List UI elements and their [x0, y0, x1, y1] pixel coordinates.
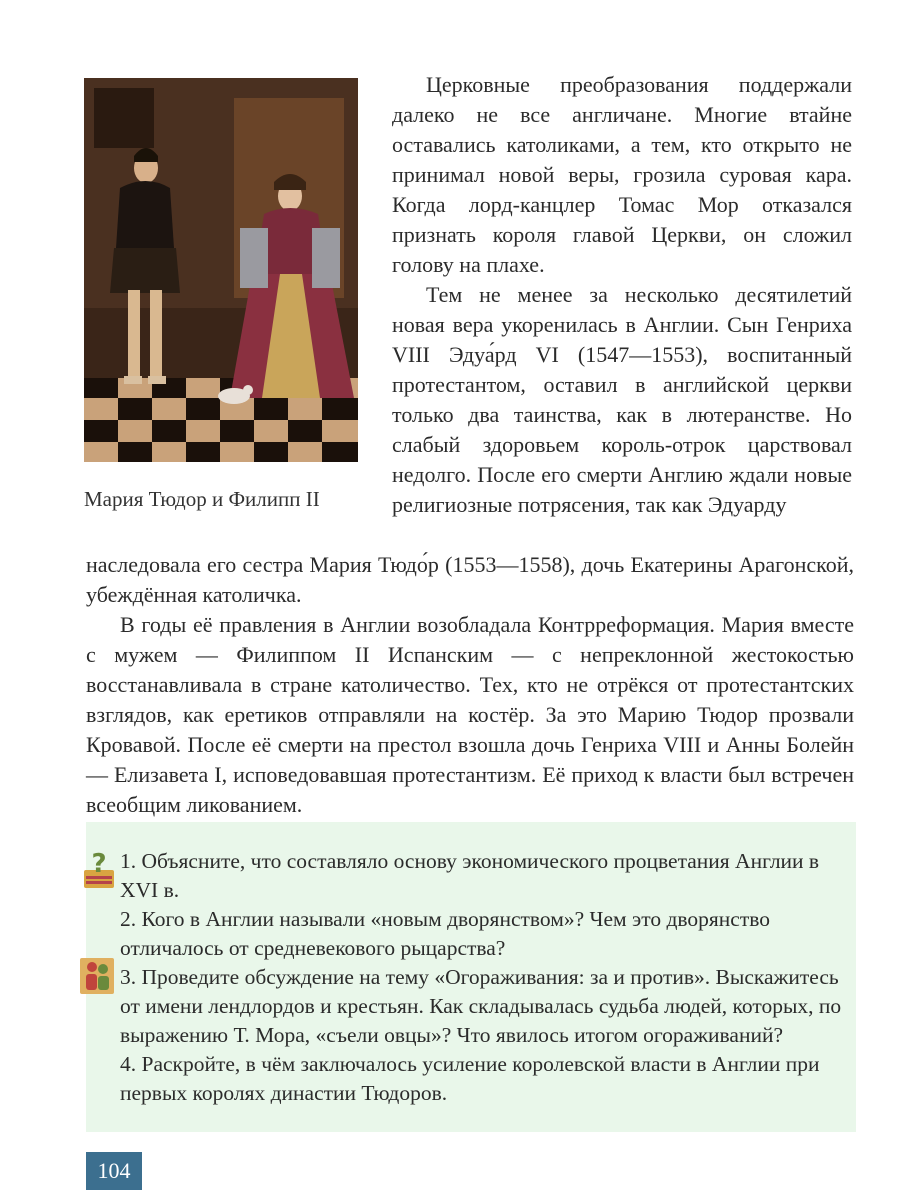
paragraph-continuation: наследовала его сестра Мария Тюдо́р (1553—1558), дочь Екатерины Арагонской, убеждённая католичка.: [86, 552, 854, 607]
svg-text:?: ?: [91, 849, 107, 879]
paragraph: В годы её правления в Англии возобладала Контрреформация. Мария вместе с мужем — Филиппом II Испанским — с непреклонной жестокостью восстанавливала в стране католичество. Тех, кто не отрёкся от протестантских взглядов, как еретиков отправляли на костёр. За это Марию Тюдор прозвали Кровавой. После её смерти на престол взошла дочь Генриха VIII и Анны Болейн — Елизавета I, исповедовавшая протестантизм. Её приход к власти был встречен всеобщим ликованием.: [86, 612, 854, 817]
questions-list: [120, 847, 850, 1108]
question-icon: [82, 848, 116, 890]
paragraph: Церковные преобразования поддержали далеко не все англичане. Многие втайне оставались католиками, а тем, кто открыто не принимал новой веры, грозила суровая кара. Когда лорд-канцлер Томас Мор отказался признать короля главой Церкви, он сложил голову на плахе.: [392, 72, 852, 277]
text-column-right: [392, 70, 852, 520]
painting-image: [84, 78, 358, 462]
question-item: 1. Объясните, что составляло основу экономического процветания Англии в XVI в.: [120, 849, 820, 902]
portrait-painting: [84, 78, 358, 462]
paragraph: Тем не менее за несколько десятилетий новая вера укоренилась в Англии. Сын Генриха VIII Эдуа́рд VI (1547—1553), воспитанный протестантом, оставил в английской церкви только два таинства, как в лютеранстве. Но слабый здоровьем король-отрок царствовал недолго. После его смерти Англию ждали новые религиозные потрясения, так как Эдуарду: [392, 282, 852, 517]
text-full-width: [86, 550, 854, 820]
discussion-icon: [80, 958, 114, 994]
question-item: 3. Проведите обсуждение на тему «Огораживания: за и против». Выскажитесь от имени лендлордов и крестьян. Как складывалась судьба людей, которых, по выражению Т. Мора, «съели овцы»? Что явилось итогом огораживаний?: [120, 965, 842, 1047]
page-number: 104: [86, 1152, 142, 1190]
figure-caption: Мария Тюдор и Филипп II: [84, 487, 320, 511]
question-item: 2. Кого в Англии называли «новым дворянством»? Чем это дворянство отличалось от средневекового рыцарства?: [120, 907, 770, 960]
question-item: 4. Раскройте, в чём заключалось усиление королевской власти в Англии при первых королях династии Тюдоров.: [120, 1052, 820, 1105]
